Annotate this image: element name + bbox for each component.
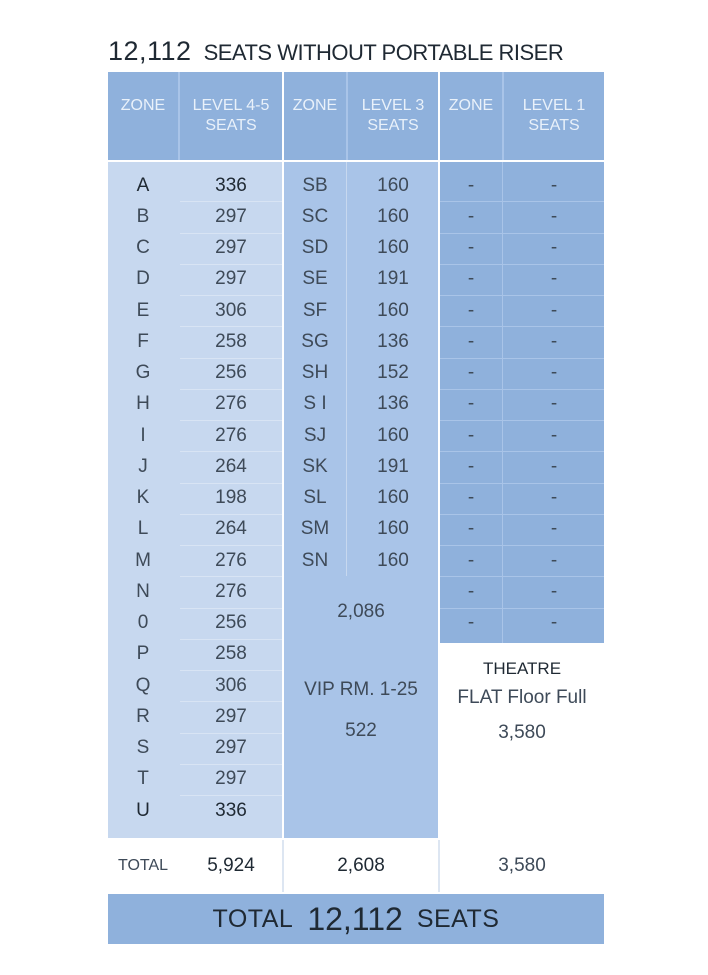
- seats-cell-level1: -: [550, 362, 558, 384]
- row-divider: [180, 545, 282, 546]
- grand-total-bar: [108, 894, 604, 944]
- page-title: [108, 36, 563, 67]
- zone-cell-level45: M: [135, 549, 151, 571]
- seats-cell-level3: 160: [377, 424, 409, 446]
- seating-table: [108, 72, 604, 944]
- seats-cell-level45: 258: [215, 330, 247, 352]
- zone-cell-level45: K: [136, 487, 150, 509]
- level3-subtotal: 2,086: [337, 601, 385, 622]
- column-divider: [346, 162, 347, 576]
- seats-cell-level3: 160: [377, 487, 409, 509]
- zone-cell-level45: U: [136, 799, 150, 821]
- header-zone-level45: [108, 72, 178, 160]
- seats-cell-level1: -: [550, 455, 558, 477]
- seats-cell-level3: 160: [377, 518, 409, 540]
- zone-cell-level3: SM: [300, 518, 330, 540]
- seats-cell-level1: -: [550, 330, 558, 352]
- zone-cell-level45: F: [137, 330, 149, 352]
- row-divider: [180, 764, 282, 765]
- zone-cell-level3: SG: [301, 330, 329, 352]
- header-divider: [178, 72, 180, 160]
- seats-cell-level3: 160: [377, 299, 409, 321]
- header-zone-label: ZONE: [448, 97, 494, 114]
- theatre-subtitle: FLAT Floor Full: [457, 687, 587, 708]
- row-divider: [180, 733, 282, 734]
- header-level45-line1: LEVEL 4-5: [192, 97, 270, 114]
- row-divider: [180, 201, 282, 202]
- row-divider: [440, 608, 604, 609]
- row-divider: [180, 358, 282, 359]
- theatre-title: THEATRE: [482, 659, 562, 678]
- seats-cell-level1: -: [550, 424, 558, 446]
- seats-cell-level45: 256: [215, 362, 247, 384]
- zone-cell-level1: -: [467, 174, 475, 196]
- totals-divider: [438, 840, 440, 892]
- row-divider: [180, 514, 282, 515]
- seats-cell-level3: 136: [377, 393, 409, 415]
- zone-cell-level45: H: [136, 393, 150, 415]
- seats-cell-level45: 256: [215, 612, 247, 634]
- zone-cell-level1: -: [467, 237, 475, 259]
- row-divider: [180, 608, 282, 609]
- header-level1-seats: [504, 72, 604, 160]
- theatre-seats: 3,580: [498, 722, 546, 743]
- seats-cell-level1: -: [550, 237, 558, 259]
- row-divider: [180, 233, 282, 234]
- seats-cell-level45: 297: [215, 205, 247, 227]
- totals-row: [108, 840, 604, 892]
- header-level3-line2: SEATS: [367, 117, 419, 134]
- vip-label: VIP RM. 1-25: [304, 679, 418, 700]
- seats-cell-level1: -: [550, 612, 558, 634]
- zone-cell-level1: -: [467, 362, 475, 384]
- seats-cell-level1: -: [550, 518, 558, 540]
- column-divider: [502, 162, 503, 643]
- totals-divider: [282, 840, 284, 892]
- row-divider: [180, 420, 282, 421]
- header-divider: [502, 72, 504, 160]
- row-divider: [180, 326, 282, 327]
- zone-cell-level45: E: [136, 299, 150, 321]
- seats-cell-level45: 276: [215, 580, 247, 602]
- seats-cell-level3: 136: [377, 330, 409, 352]
- seats-cell-level45: 258: [215, 643, 247, 665]
- seats-cell-level45: 276: [215, 424, 247, 446]
- seats-cell-level45: 297: [215, 768, 247, 790]
- row-divider: [440, 264, 604, 265]
- zone-cell-level1: -: [467, 424, 475, 446]
- row-divider: [440, 389, 604, 390]
- header-level1-line1: LEVEL 1: [522, 97, 586, 114]
- row-divider: [440, 295, 604, 296]
- zone-cell-level45: B: [136, 205, 150, 227]
- seats-cell-level3: 160: [377, 237, 409, 259]
- seats-cell-level3: 191: [377, 455, 409, 477]
- seats-cell-level1: -: [550, 205, 558, 227]
- seats-cell-level3: 152: [377, 362, 409, 384]
- seats-cell-level45: 276: [215, 549, 247, 571]
- seats-cell-level45: 276: [215, 393, 247, 415]
- total-level1: 3,580: [498, 855, 546, 876]
- seats-cell-level45: 297: [215, 268, 247, 290]
- zone-cell-level45: 0: [137, 612, 149, 634]
- vip-seats: 522: [345, 720, 377, 741]
- zone-cell-level45: N: [136, 580, 150, 602]
- zone-cell-level45: A: [136, 174, 150, 196]
- seats-cell-level45: 297: [215, 237, 247, 259]
- zone-cell-level45: L: [137, 518, 149, 540]
- seats-cell-level45: 297: [215, 705, 247, 727]
- seats-cell-level45: 336: [215, 174, 247, 196]
- header-zone-label: ZONE: [292, 97, 338, 114]
- row-divider: [440, 233, 604, 234]
- row-divider: [440, 483, 604, 484]
- zone-cell-level1: -: [467, 330, 475, 352]
- seats-cell-level45: 336: [215, 799, 247, 821]
- seats-cell-level45: 264: [215, 518, 247, 540]
- seats-cell-level3: 191: [377, 268, 409, 290]
- row-divider: [180, 295, 282, 296]
- row-divider: [180, 264, 282, 265]
- zone-cell-level45: P: [136, 643, 150, 665]
- header-zone-label: ZONE: [120, 97, 166, 114]
- row-divider: [440, 545, 604, 546]
- zone-cell-level1: -: [467, 612, 475, 634]
- zone-cell-level3: SK: [302, 455, 328, 477]
- column-divider: [438, 72, 440, 838]
- zone-cell-level45: D: [136, 268, 150, 290]
- zone-cell-level45: R: [136, 705, 150, 727]
- row-divider: [180, 701, 282, 702]
- seats-cell-level3: 160: [377, 549, 409, 571]
- zone-cell-level3: S I: [303, 393, 327, 415]
- seats-cell-level3: 160: [377, 174, 409, 196]
- zone-cell-level45: T: [137, 768, 149, 790]
- row-divider: [180, 795, 282, 796]
- header-level45-line2: SEATS: [205, 117, 257, 134]
- zone-cell-level3: SE: [302, 268, 328, 290]
- header-zone-level3: [284, 72, 346, 160]
- zone-cell-level1: -: [467, 205, 475, 227]
- grand-total-label: TOTAL: [212, 904, 294, 933]
- zone-cell-level1: -: [467, 580, 475, 602]
- grand-total-unit: SEATS: [416, 904, 500, 933]
- seats-cell-level1: -: [550, 268, 558, 290]
- zone-cell-level45: I: [140, 424, 146, 446]
- header-divider: [346, 72, 348, 160]
- title-text: SEATS WITHOUT PORTABLE RISER: [203, 40, 564, 65]
- zone-cell-level3: SN: [301, 549, 329, 571]
- row-divider: [440, 326, 604, 327]
- column-divider: [282, 72, 284, 838]
- zone-cell-level1: -: [467, 487, 475, 509]
- row-divider: [180, 670, 282, 671]
- row-divider: [440, 201, 604, 202]
- row-divider: [180, 639, 282, 640]
- row-divider: [180, 483, 282, 484]
- header-level3-seats: [348, 72, 438, 160]
- zone-cell-level45: S: [136, 737, 150, 759]
- header-level1-line2: SEATS: [528, 117, 580, 134]
- zone-cell-level45: J: [138, 455, 148, 477]
- zone-cell-level1: -: [467, 455, 475, 477]
- zone-cell-level3: SB: [302, 174, 328, 196]
- zone-cell-level45: Q: [135, 674, 151, 696]
- row-divider: [440, 514, 604, 515]
- seats-cell-level45: 264: [215, 455, 247, 477]
- zone-cell-level1: -: [467, 518, 475, 540]
- seats-cell-level1: -: [550, 549, 558, 571]
- header-level3-line1: LEVEL 3: [361, 97, 425, 114]
- total-level3: 2,608: [337, 855, 385, 876]
- zone-cell-level3: SL: [303, 487, 327, 509]
- zone-cell-level3: SJ: [303, 424, 327, 446]
- grand-total-number: 12,112: [307, 900, 403, 937]
- zone-cell-level45: C: [136, 237, 150, 259]
- row-divider: [180, 451, 282, 452]
- total-level45: 5,924: [207, 855, 255, 876]
- title-seat-count: 12,112: [108, 36, 192, 66]
- seats-cell-level1: -: [550, 174, 558, 196]
- seats-cell-level45: 297: [215, 737, 247, 759]
- header-zone-level1: [440, 72, 502, 160]
- seats-cell-level1: -: [550, 487, 558, 509]
- seats-cell-level1: -: [550, 299, 558, 321]
- seats-cell-level1: -: [550, 580, 558, 602]
- seats-cell-level45: 198: [215, 487, 247, 509]
- zone-cell-level1: -: [467, 549, 475, 571]
- seats-cell-level45: 306: [215, 299, 247, 321]
- zone-cell-level1: -: [467, 268, 475, 290]
- zone-cell-level3: SF: [302, 299, 328, 321]
- row-divider: [440, 451, 604, 452]
- zone-cell-level3: SC: [301, 205, 329, 227]
- zone-cell-level1: -: [467, 299, 475, 321]
- row-divider: [440, 358, 604, 359]
- seats-cell-level45: 306: [215, 674, 247, 696]
- zone-cell-level45: G: [135, 362, 151, 384]
- seats-cell-level3: 160: [377, 205, 409, 227]
- header-level45-seats: [180, 72, 282, 160]
- row-divider: [180, 576, 282, 577]
- seats-cell-level1: -: [550, 393, 558, 415]
- row-divider: [440, 420, 604, 421]
- row-divider: [180, 389, 282, 390]
- zone-cell-level3: SH: [301, 362, 329, 384]
- totals-label: TOTAL: [117, 857, 169, 874]
- zone-cell-level1: -: [467, 393, 475, 415]
- zone-cell-level3: SD: [301, 237, 329, 259]
- row-divider: [440, 576, 604, 577]
